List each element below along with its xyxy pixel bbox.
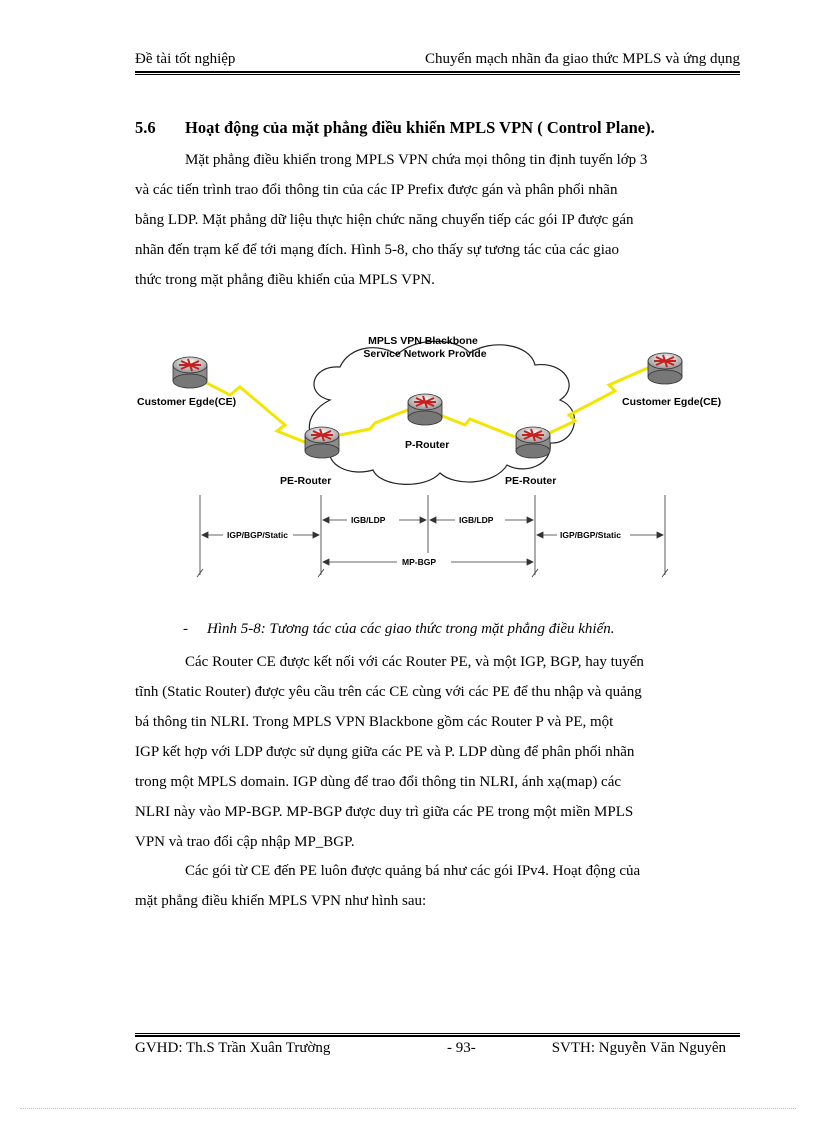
- paragraph-1: [135, 145, 740, 295]
- p1-line: nhãn đến trạm kế để tới mạng đích. Hình 5-8, cho thấy sự tương tác của các giao: [135, 242, 620, 258]
- caption-dash: -: [183, 621, 188, 637]
- ce-left-router-icon: [173, 357, 207, 388]
- p2-line: NLRI này vào MP-BGP. MP-BGP được duy trì giữa các PE trong một miền MPLS: [135, 804, 634, 820]
- section-number: 5.6: [135, 118, 156, 137]
- header-rule-thin: [135, 74, 740, 75]
- cloud-title-2: Service Network Provide: [363, 348, 487, 360]
- label-right-igp: IGP/BGP/Static: [560, 530, 621, 540]
- footer-rule: [135, 1035, 740, 1037]
- page-header: [135, 47, 740, 71]
- p1-line: thức trong mặt phẳng điều khiển của MPLS VPN.: [135, 272, 435, 288]
- p2-line: Các Router CE được kết nối với các Router PE, và một IGP, BGP, hay tuyến: [185, 654, 644, 670]
- p2-line: IGP kết hợp với LDP được sử dụng giữa các PE và P. LDP dùng để phân phối nhãn: [135, 744, 635, 760]
- link-ce-pe-left: [195, 377, 307, 443]
- pe-left-label: PE-Router: [280, 475, 332, 487]
- pe-right-router-icon: [516, 427, 550, 458]
- p2-line: trong một MPLS domain. IGP dùng để trao đổi thông tin NLRI, ánh xạ(map) các: [135, 774, 622, 790]
- p3-line: mặt phẳng điều khiển MPLS VPN như hình sau:: [135, 893, 427, 909]
- paragraph-2: [135, 647, 740, 857]
- label-ldp-1: IGB/LDP: [351, 515, 386, 525]
- p2-line: tĩnh (Static Router) được yêu cầu trên các CE cùng với các PE để thu nhập và quảng: [135, 684, 642, 700]
- ce-left-label: Customer Egde(CE): [137, 396, 237, 408]
- label-mpbgp: MP-BGP: [402, 557, 436, 567]
- p1-line: Mặt phẳng điều khiển trong MPLS VPN chứa mọi thông tin định tuyến lớp 3: [185, 152, 648, 168]
- header-right: Chuyển mạch nhãn đa giao thức MPLS và ứng dụng: [425, 51, 740, 67]
- pe-left-router-icon: [305, 427, 339, 458]
- ce-right-label: Customer Egde(CE): [622, 396, 722, 408]
- footer-left: GVHD: Th.S Trần Xuân Trường: [135, 1040, 331, 1056]
- footer-right: SVTH: Nguyễn Văn Nguyên: [551, 1040, 726, 1056]
- caption-text: Hình 5-8: Tương tác của các giao thức trong mặt phẳng điều khiển.: [207, 621, 615, 637]
- p2-line: bá thông tin NLRI. Trong MPLS VPN Blackbone gồm các Router P và PE, một: [135, 714, 614, 730]
- ce-right-router-icon: [648, 353, 682, 384]
- p1-line: bằng LDP. Mặt phẳng dữ liệu thực hiện chức năng chuyển tiếp các gói IP được gán: [135, 212, 634, 228]
- p2-line: VPN và trao đổi cập nhập MP_BGP.: [135, 834, 355, 850]
- page-number: - 93-: [447, 1040, 476, 1056]
- section-title: Hoạt động của mặt phẳng điều khiển MPLS VPN ( Control Plane).: [185, 118, 655, 137]
- label-left-igp: IGP/BGP/Static: [227, 530, 288, 540]
- network-diagram: [135, 325, 740, 590]
- pe-right-label: PE-Router: [505, 475, 557, 487]
- header-rule: [135, 71, 740, 73]
- header-left: Đề tài tốt nghiệp: [135, 51, 236, 67]
- page-bottom-border: [20, 1108, 796, 1109]
- footer-rule-thin: [135, 1033, 740, 1034]
- p-router-icon: [408, 394, 442, 425]
- label-ldp-2: IGB/LDP: [459, 515, 494, 525]
- p3-line: Các gói từ CE đến PE luôn được quảng bá như các gói IPv4. Hoạt động của: [185, 863, 641, 879]
- cloud-title-1: MPLS VPN Blackbone: [368, 335, 478, 347]
- p1-line: và các tiến trình trao đổi thông tin của các IP Prefix được gán và phân phối nhãn: [135, 182, 618, 198]
- p-router-label: P-Router: [405, 439, 450, 451]
- paragraph-3: [135, 856, 740, 916]
